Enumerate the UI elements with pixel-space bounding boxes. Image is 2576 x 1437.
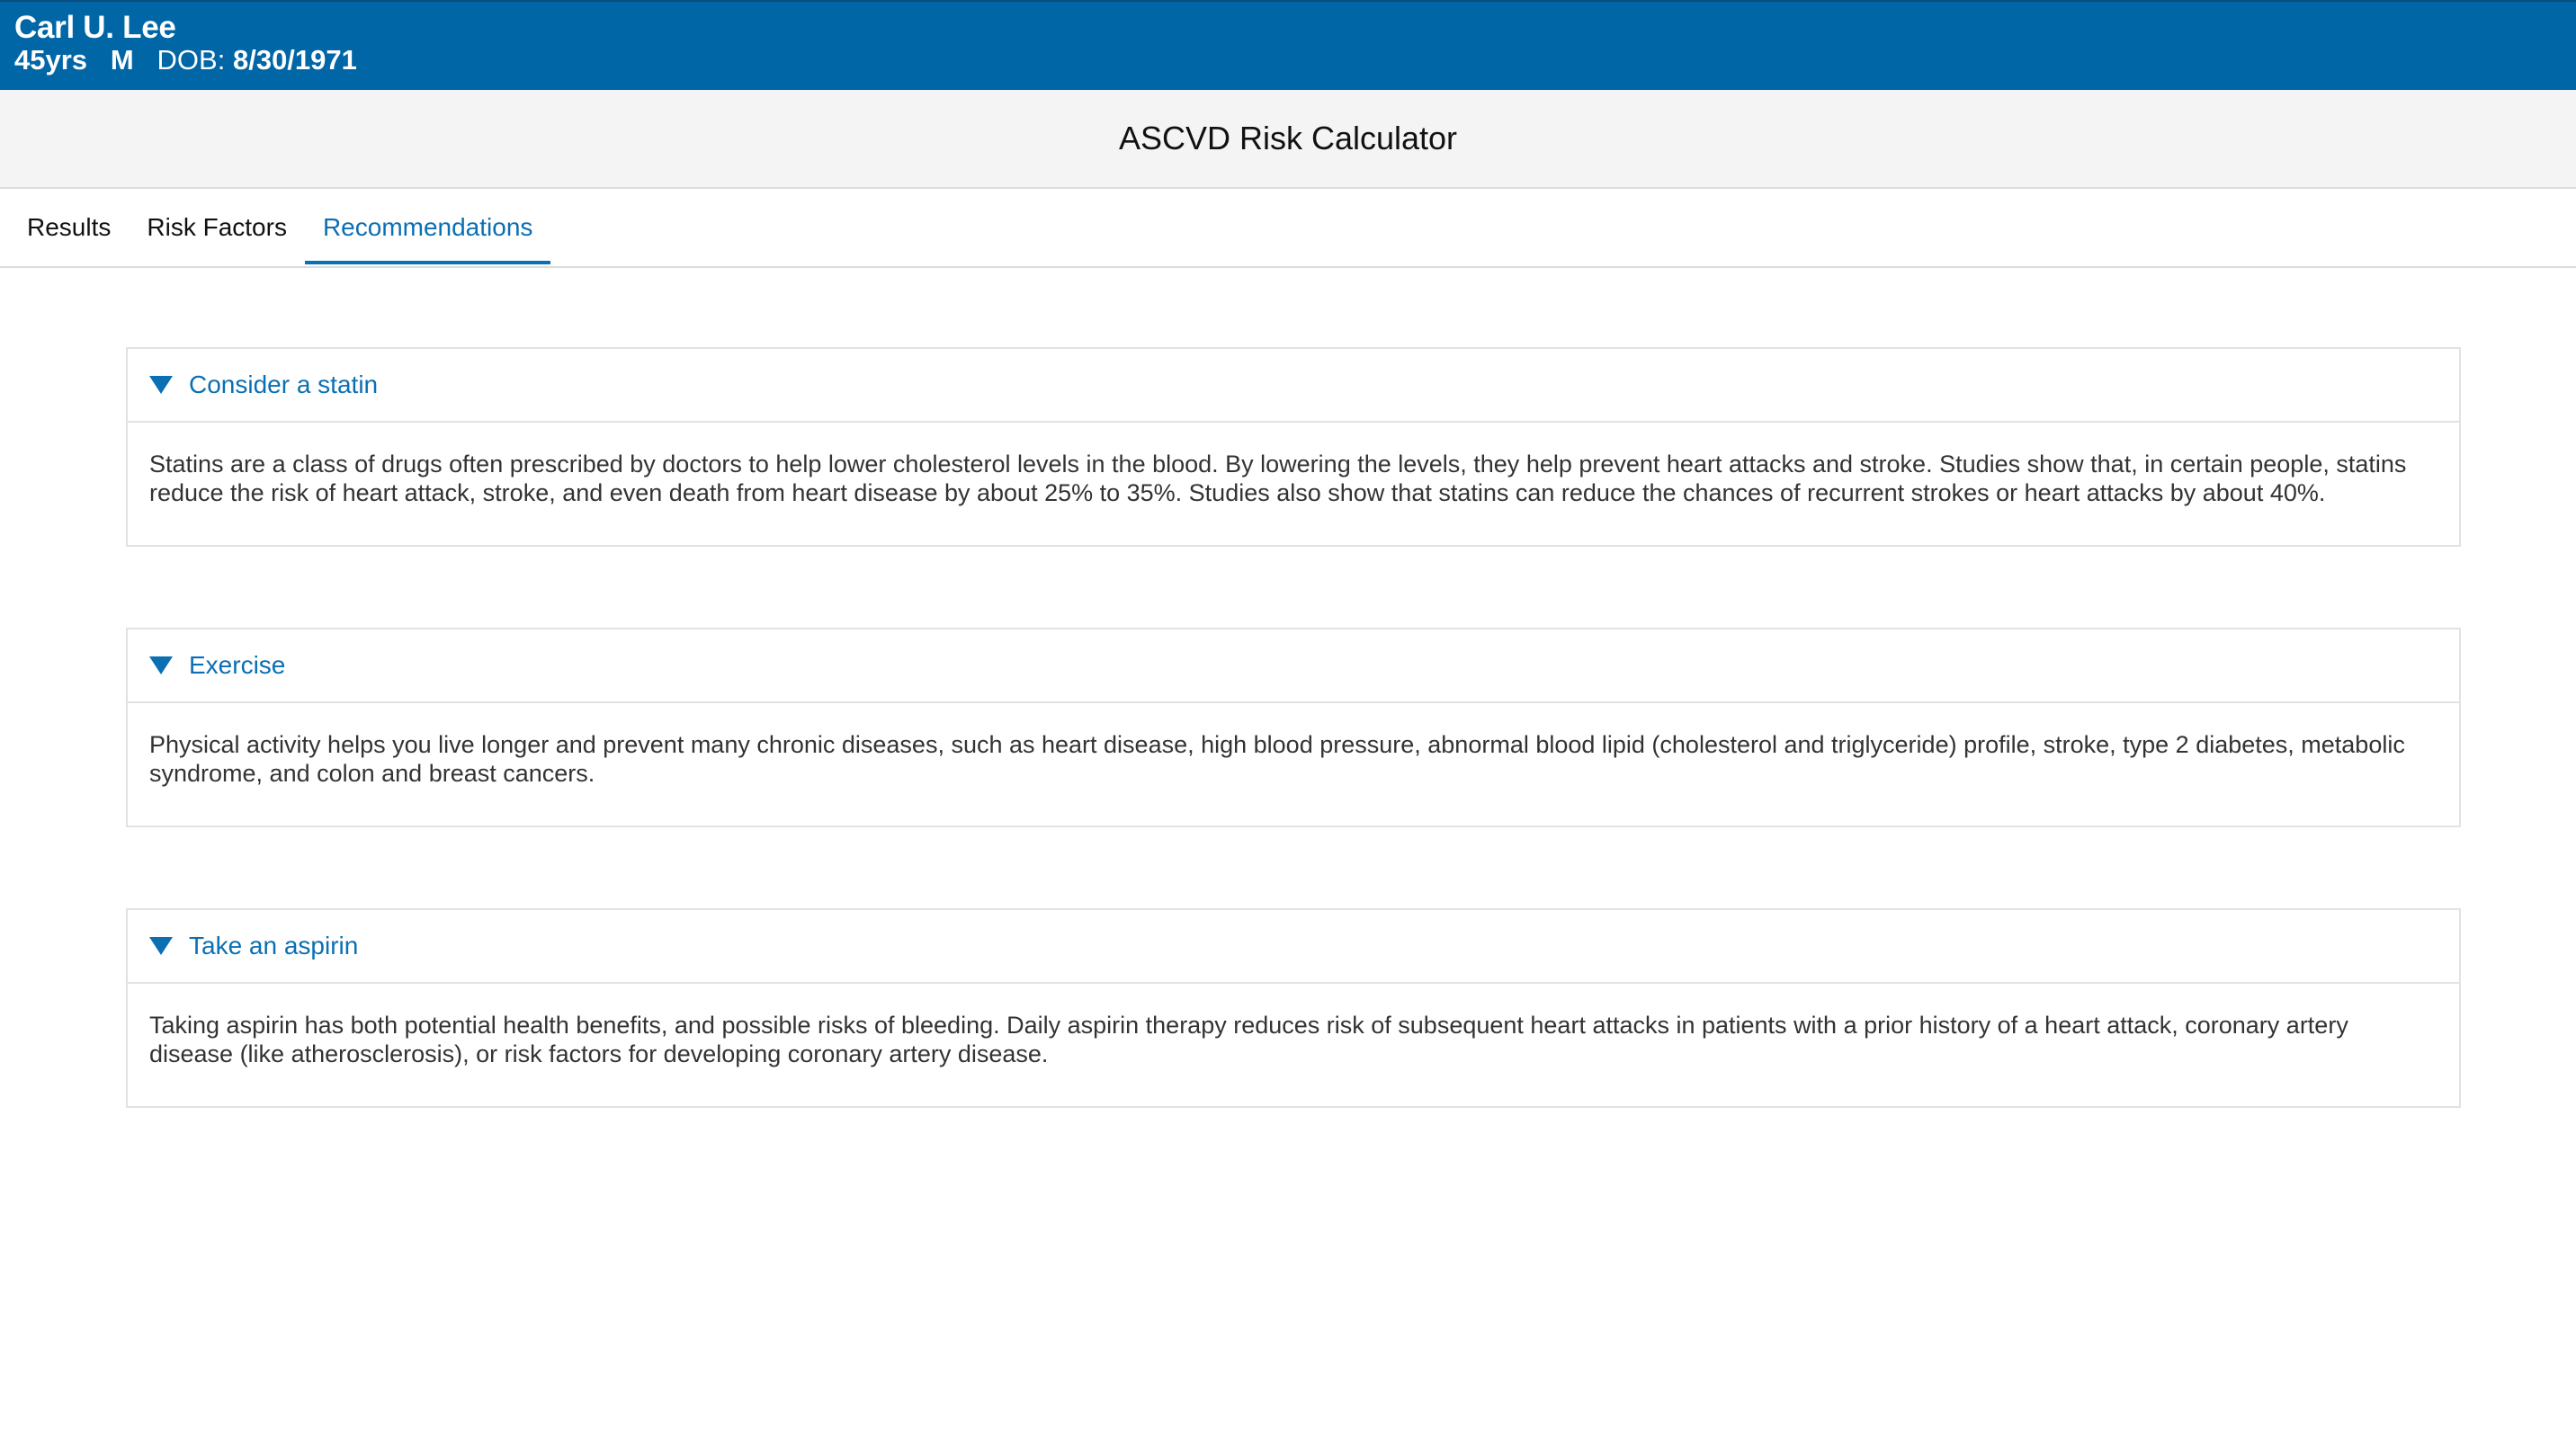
caret-down-icon[interactable] xyxy=(149,656,173,674)
dob-label: DOB: xyxy=(157,44,226,76)
recommendation-panel-aspirin xyxy=(126,908,2461,1108)
page-title: ASCVD Risk Calculator xyxy=(1118,120,1458,156)
panel-header-aspirin[interactable] xyxy=(128,910,2459,984)
panel-body: Taking aspirin has both potential health benefits, and possible risks of bleeding. Daily aspirin therapy reduces risk of subsequent heart attacks in patients with a prior history of a heart attack, coronary artery disease (like atherosclerosis), or risk factors for developing coronary artery disease. xyxy=(149,1012,2348,1067)
caret-down-icon[interactable] xyxy=(149,937,173,955)
patient-banner xyxy=(0,0,2576,90)
panel-title[interactable]: Exercise xyxy=(189,651,286,679)
panel-body: Physical activity helps you live longer and prevent many chronic diseases, such as heart disease, high blood pressure, abnormal blood lipid (cholesterol and triglyceride) profile, stroke, type 2 diabetes, metabolic syndrome, and colon and breast cancers. xyxy=(149,731,2405,787)
patient-age: 45yrs xyxy=(14,44,88,76)
recommendation-panel-statin xyxy=(126,347,2461,547)
panel-header-statin[interactable] xyxy=(128,349,2459,423)
patient-dob: 8/30/1971 xyxy=(232,44,357,76)
panel-title[interactable]: Consider a statin xyxy=(189,370,379,398)
panel-title[interactable]: Take an aspirin xyxy=(189,932,359,959)
panel-body: Statins are a class of drugs often prescribed by doctors to help lower cholesterol levels in the blood. By lowering the levels, they help prevent heart attacks and stroke. Studies show that, in certain people, statins reduce the risk of heart attack, stroke, and even death from heart disease by about 25% to 35%. Studies also show that statins can reduce the chances of recurrent strokes or heart attacks by about 40%. xyxy=(149,451,2407,506)
tab-recommendations[interactable]: Recommendations xyxy=(305,189,550,266)
caret-down-icon[interactable] xyxy=(149,376,173,394)
recommendations-list xyxy=(126,347,2461,1189)
patient-sex: M xyxy=(110,44,134,76)
tab-risk-factors[interactable]: Risk Factors xyxy=(147,213,287,241)
tab-bar xyxy=(0,189,2576,268)
title-bar xyxy=(0,90,2576,189)
panel-header-exercise[interactable] xyxy=(128,629,2459,703)
recommendation-panel-exercise xyxy=(126,628,2461,827)
patient-name: Carl U. Lee xyxy=(14,10,176,45)
patient-demographics xyxy=(14,45,2576,76)
tab-results[interactable]: Results xyxy=(27,213,112,241)
